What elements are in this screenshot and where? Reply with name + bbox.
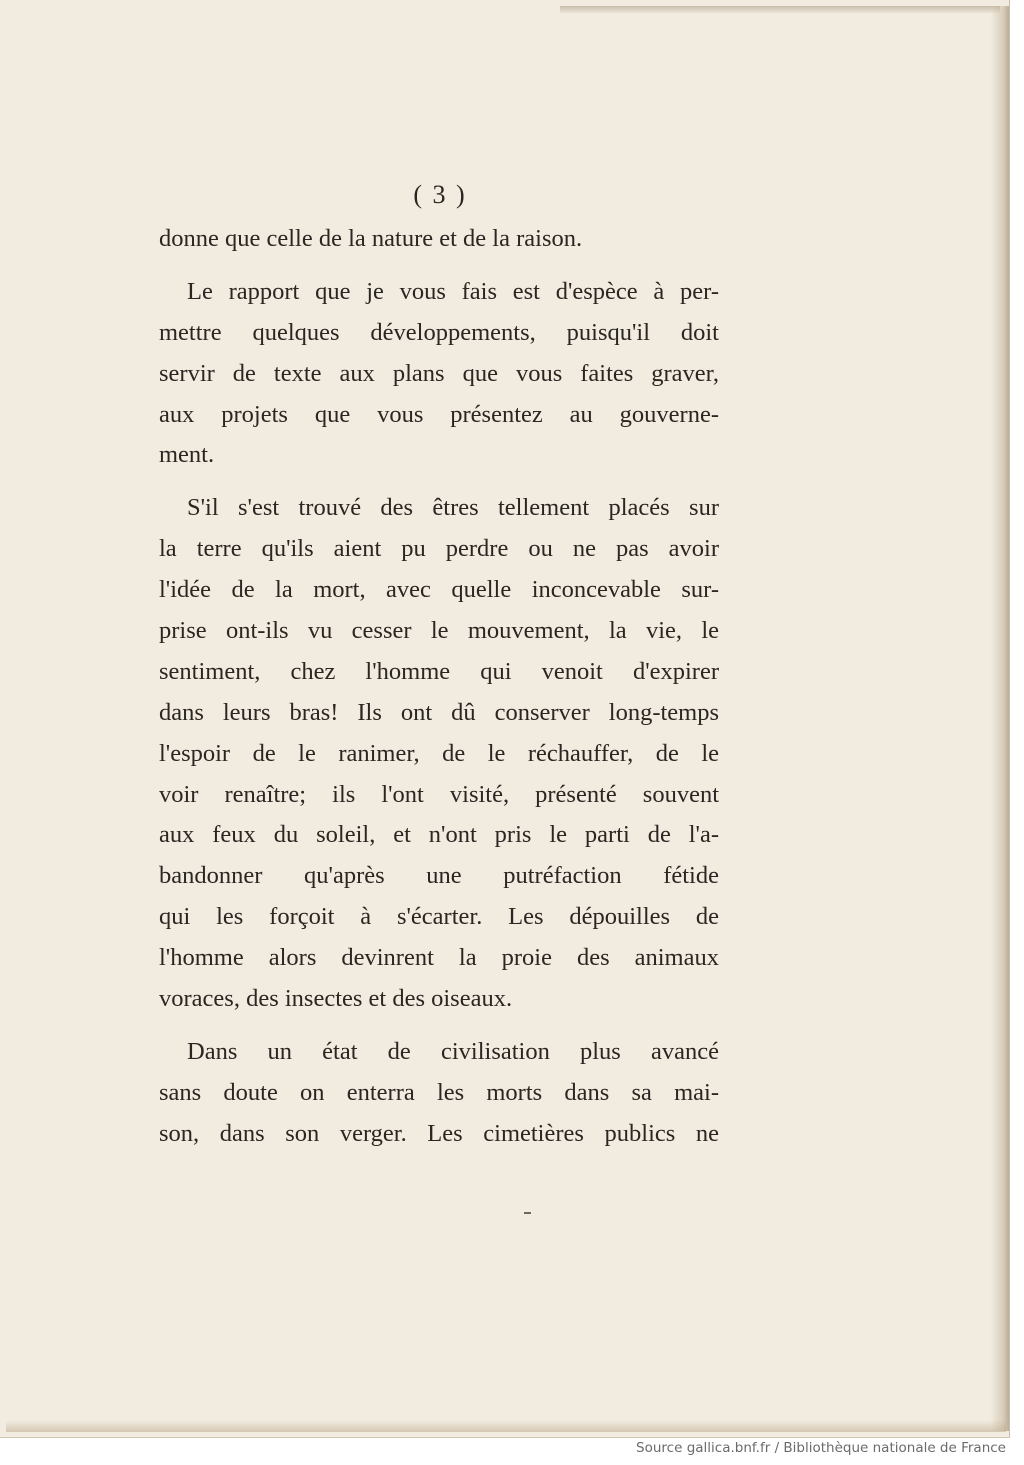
text-line: voir renaître; ils l'ont visité, présenté souvent [159, 780, 719, 808]
text-line: prise ont-ils vu cesser le mouvement, la vie, le [159, 617, 719, 645]
paper-top-edge [560, 6, 1000, 14]
paper-right-edge [991, 6, 1009, 1431]
page-number: ( 3 ) [413, 180, 467, 209]
text-line: l'espoir de le ranimer, de le réchauffer, de le [159, 739, 719, 767]
text-line: sans doute on enterra les morts dans sa mai- [159, 1078, 719, 1106]
text-line: mettre quelques développements, puisqu'il doit [159, 318, 719, 346]
text-line: Le rapport que je vous fais est d'espèce à per- [187, 277, 719, 305]
text-line: dans leurs bras! Ils ont dû conserver long-temps [159, 698, 719, 726]
text-line: aux feux du soleil, et n'ont pris le parti de l'a- [159, 821, 719, 849]
paper-bottom-edge [6, 1420, 1006, 1432]
text-line: ment. [159, 441, 215, 469]
text-line: S'il s'est trouvé des êtres tellement placés sur [187, 494, 719, 522]
ink-mark [524, 1212, 531, 1214]
text-line: voraces, des insectes et des oiseaux. [159, 985, 513, 1013]
text-line: l'idée de la mort, avec quelle inconcevable sur- [159, 576, 719, 604]
text-line: bandonner qu'après une putréfaction fétide [159, 862, 719, 890]
text-line: servir de texte aux plans que vous faites graver, [159, 359, 719, 387]
text-line: Dans un état de civilisation plus avancé [187, 1037, 719, 1065]
text-line: son, dans son verger. Les cimetières publics ne [159, 1119, 719, 1147]
text-line: l'homme alors devinrent la proie des animaux [159, 944, 719, 972]
text-line: qui les forçoit à s'écarter. Les dépouilles de [159, 903, 719, 931]
text-line: la terre qu'ils aient pu perdre ou ne pas avoir [159, 535, 719, 563]
text-line: donne que celle de la nature et de la raison. [159, 225, 583, 252]
body-text [159, 219, 719, 1155]
text-line: aux projets que vous présentez au gouverne- [159, 400, 719, 428]
source-credit: Source gallica.bnf.fr / Bibliothèque nationale de France [636, 1440, 1006, 1456]
text-line: sentiment, chez l'homme qui venoit d'expirer [159, 657, 719, 685]
